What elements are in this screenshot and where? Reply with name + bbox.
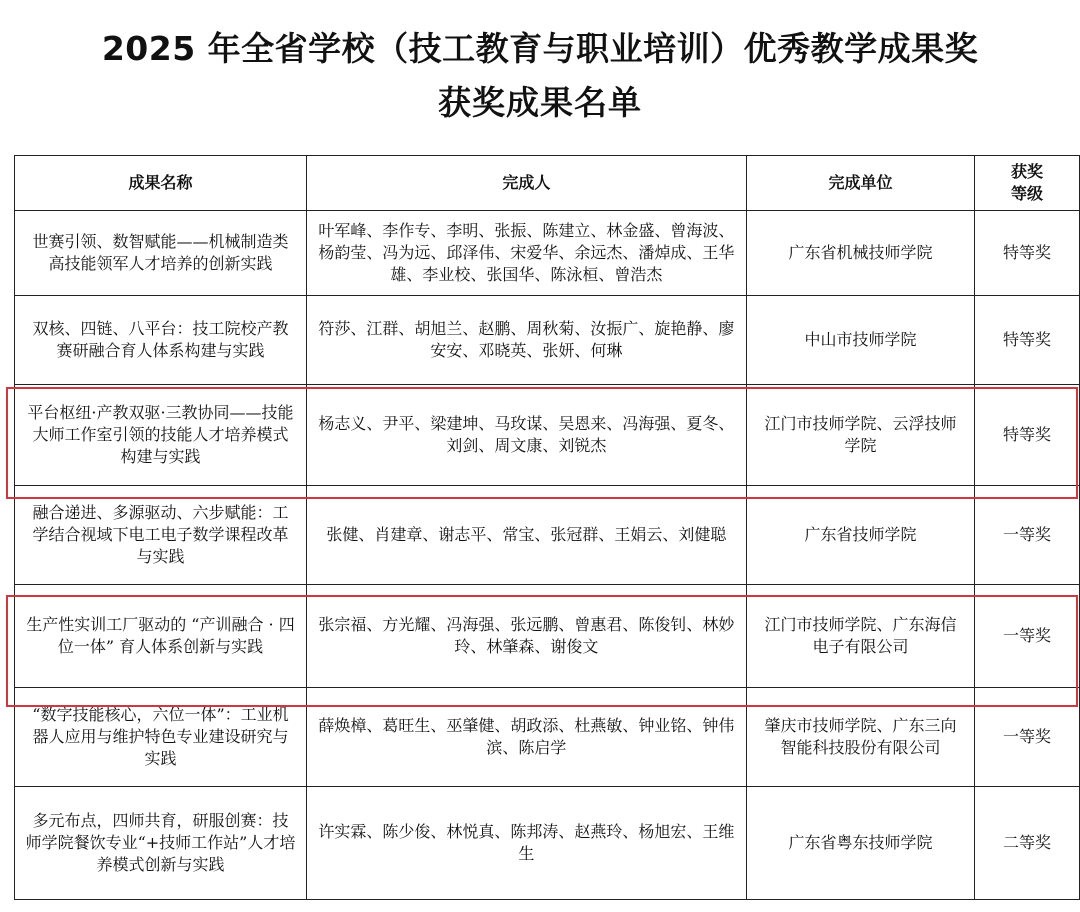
header-level [975,156,1080,211]
cell-level: 一等奖 [975,585,1080,688]
highlight-box-row-5 [6,595,1078,707]
table-row [15,211,1080,296]
cell-achievement-name: 生产性实训工厂驱动的 “产训融合 · 四位一体” 育人体系创新与实践 [15,585,307,688]
cell-achievement-name: 世赛引领、数智赋能——机械制造类高技能领军人才培养的创新实践 [15,211,307,296]
cell-people: 张宗福、方光耀、冯海强、张远鹏、曾惠君、陈俊钊、林妙玲、林肇森、谢俊文 [306,585,746,688]
cell-level: 特等奖 [975,211,1080,296]
header-name: 成果名称 [15,156,307,211]
cell-people: 薛焕樟、葛旺生、巫肇健、胡政添、杜燕敏、钟业铭、钟伟滨、陈启学 [306,688,746,787]
cell-people: 许实霖、陈少俊、林悦真、陈邦涛、赵燕玲、杨旭宏、王维生 [306,787,746,900]
cell-achievement-name: 多元布点，四师共育，研服创赛：技师学院餐饮专业“+技师工作站”人才培养模式创新与实践 [15,787,307,900]
cell-people: 杨志义、尹平、梁建坤、马玫谋、吴恩来、冯海强、夏冬、刘剑、周文康、刘锐杰 [306,385,746,486]
page-title: 2025 年全省学校（技工教育与职业培训）优秀教学成果奖 [101,29,979,68]
cell-people: 叶军峰、李作专、李明、张振、陈建立、林金盛、曾海波、杨韵莹、冯为远、邱泽伟、宋爱华、余远杰、潘焯成、王华雄、李业校、张国华、陈泳桓、曾浩杰 [306,211,746,296]
cell-level: 一等奖 [975,486,1080,585]
cell-unit: 中山市技师学院 [746,296,974,385]
page-subtitle: 获奖成果名单 [438,83,642,122]
cell-level: 特等奖 [975,296,1080,385]
table-row [15,486,1080,585]
awards-table [14,155,1080,900]
header-unit: 完成单位 [746,156,974,211]
cell-level: 特等奖 [975,385,1080,486]
table-row [15,787,1080,900]
cell-level: 一等奖 [975,688,1080,787]
cell-achievement-name: 融合递进、多源驱动、六步赋能：工学结合视域下电工电子数学课程改革与实践 [15,486,307,585]
cell-unit: 江门市技师学院、广东海信电子有限公司 [746,585,974,688]
header-people: 完成人 [306,156,746,211]
highlight-box-row-3 [6,387,1078,499]
cell-achievement-name: 双核、四链、八平台：技工院校产教赛研融合育人体系构建与实践 [15,296,307,385]
cell-people: 张健、肖建章、谢志平、常宝、张冠群、王娟云、刘健聪 [306,486,746,585]
cell-unit: 江门市技师学院、云浮技师学院 [746,385,974,486]
table-header-row [15,156,1080,211]
cell-level: 二等奖 [975,787,1080,900]
cell-achievement-name: 平台枢纽·产教双驱·三教协同——技能大师工作室引领的技能人才培养模式构建与实践 [15,385,307,486]
cell-people: 符莎、江群、胡旭兰、赵鹏、周秋菊、汝振广、旋艳静、廖安安、邓晓英、张妍、何琳 [306,296,746,385]
header-level-text: 获奖等级 [1011,162,1044,203]
cell-unit: 肇庆市技师学院、广东三向智能科技股份有限公司 [746,688,974,787]
cell-unit: 广东省粤东技师学院 [746,787,974,900]
cell-unit: 广东省技师学院 [746,486,974,585]
table-row [15,296,1080,385]
cell-achievement-name: “数字技能核心，六位一体”：工业机器人应用与维护特色专业建设研究与实践 [15,688,307,787]
cell-unit: 广东省机械技师学院 [746,211,974,296]
